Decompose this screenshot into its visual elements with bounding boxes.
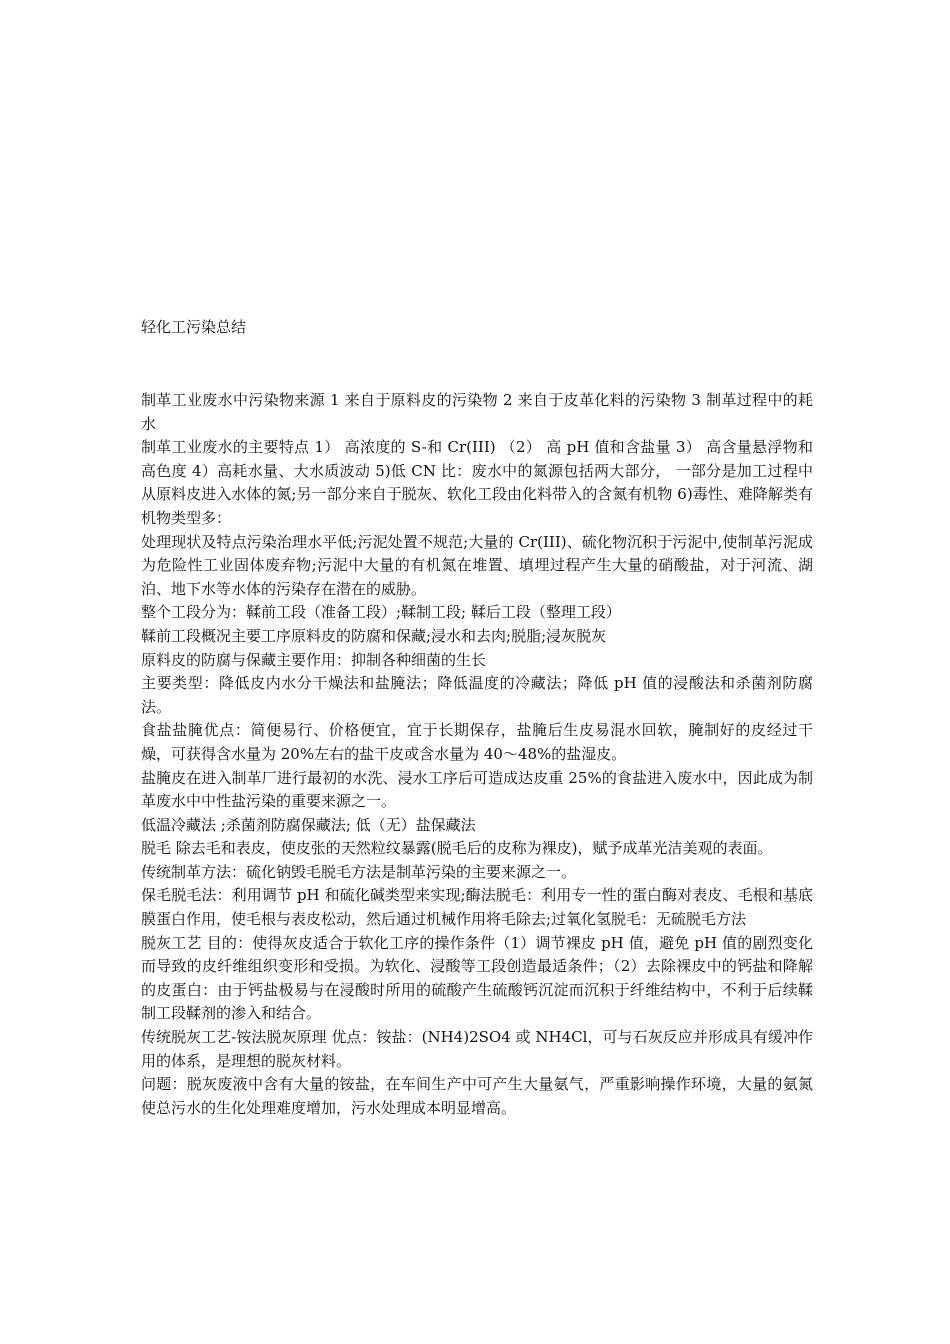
- document-body: [141, 389, 813, 1120]
- paragraph-process-stages: 整个工段分为：鞣前工段（准备工段）;鞣制工段; 鞣后工段（整理工段）: [141, 603, 621, 622]
- paragraph-wastewater-features: 制革工业废水的主要特点 1） 高浓度的 S-和 Cr(III) （2） 高 pH 值和含盐量 3） 高含量悬浮物和高色度 4）高耗水量、大水质波动 5)低 CN 比：废水中的氮源包括两大部分， 一部分是加工过程中从原料皮进入水体的氮;另一部分来自于脱灰、软化工段由化料带入的含氮有机物 6)毒性、难降解类有机物类型多：: [141, 438, 813, 527]
- paragraph-unhairing: 脱毛 除去毛和表皮，使皮张的天然粒纹暴露(脱毛后的皮称为裸皮)，赋予成革光洁美观的表面。: [141, 839, 773, 858]
- paragraph-salt-pollution: 盐腌皮在进入制革厂进行最初的水洗、浸水工序后可造成达皮重 25%的食盐进入废水中，因此成为制革废水中中性盐污染的重要来源之一。: [141, 768, 813, 811]
- paragraph-ammonium-deliming: 传统脱灰工艺-铵法脱灰原理 优点：铵盐：(NH4)2SO4 或 NH4Cl，可与石灰反应并形成具有缓冲作用的体系，是理想的脱灰材料。: [141, 1028, 813, 1070]
- paragraph-pre-tanning-overview: 鞣前工段概况主要工序原料皮的防腐和保藏;浸水和去肉;脱脂;浸灰脱灰: [141, 626, 607, 645]
- paragraph-alternative-preservation: 低温冷藏法 ;杀菌剂防腐保藏法; 低（无）盐保藏法: [141, 815, 476, 834]
- paragraph-salt-curing-advantages: 食盐盐腌优点：简便易行、价格便宜，宜于长期保存，盐腌后生皮易混水回软，腌制好的皮经过干燥，可获得含水量为 20%左右的盐干皮或含水量为 40～48%的盐湿皮。: [141, 721, 813, 763]
- paragraph-treatment-status: 处理现状及特点污染治理水平低;污泥处置不规范;大量的 Cr(III)、硫化物沉积于污泥中,使制革污泥成为危险性工业固体废弃物;污泥中大量的有机氮在堆置、填埋过程产生大量的硝酸盐，对于河流、湖泊、地下水等水体的污染存在潜在的威胁。: [141, 532, 813, 598]
- paragraph-pollutant-sources: 制革工业废水中污染物来源 1 来自于原料皮的污染物 2 来自于皮革化料的污染物 3 制革过程中的耗水: [141, 391, 813, 433]
- paragraph-hair-saving-methods: 保毛脱毛法：利用调节 pH 和硫化碱类型来实现;酶法脱毛：利用专一性的蛋白酶对表皮、毛根和基底膜蛋白作用，使毛根与表皮松动，然后通过机械作用将毛除去;过氧化氢脱毛：无硫脱毛方法: [141, 886, 813, 929]
- paragraph-traditional-tanning: 传统制革方法：硫化钠毁毛脱毛方法是制革污染的主要来源之一。: [141, 862, 577, 881]
- paragraph-preservation-types: 主要类型：降低皮内水分干燥法和盐腌法；降低温度的冷藏法；降低 pH 值的浸酸法和杀菌剂防腐法。: [141, 674, 813, 716]
- document-title: 轻化工污染总结: [141, 318, 247, 336]
- paragraph-preservation-purpose: 原料皮的防腐与保藏主要作用：抑制各种细菌的生长: [141, 650, 487, 669]
- paragraph-deliming-purpose: 脱灰工艺 目的：使得灰皮适合于软化工序的操作条件（1）调节裸皮 pH 值，避免 pH 值的剧烈变化而导致的皮纤维组织变形和受损。为软化、浸酸等工段创造最适条件；（2）去除裸皮中的钙盐和降解的皮蛋白：由于钙盐极易与在浸酸时所用的硫酸产生硫酸钙沉淀而沉积于纤维结构中，不利于后续鞣制工段鞣剂的渗入和结合。: [141, 933, 813, 1023]
- paragraph-deliming-problems: 问题：脱灰废液中含有大量的铵盐，在车间生产中可产生大量氨气，严重影响操作环境，大量的氨氮使总污水的生化处理难度增加，污水处理成本明显增高。: [141, 1075, 813, 1117]
